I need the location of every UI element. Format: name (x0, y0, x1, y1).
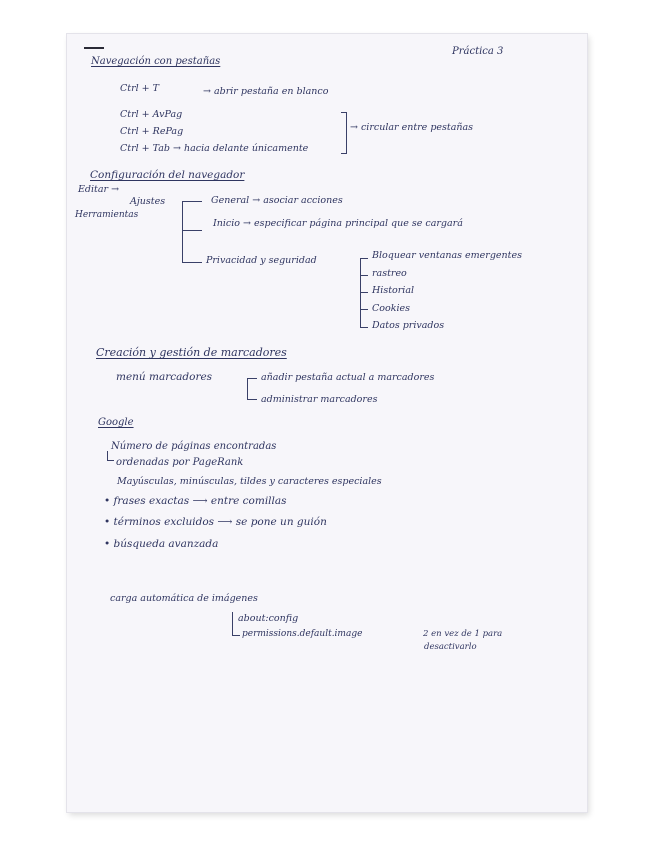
google-branch (107, 460, 114, 461)
bookmarks-branch (247, 399, 257, 400)
privacidad-item: Privacidad y seguridad (206, 255, 317, 266)
google-bullet: • términos excluidos ⟶ se pone un guión (104, 516, 327, 528)
bracket-line (346, 112, 347, 154)
section-title-bookmarks: Creación y gestión de marcadores (96, 346, 287, 359)
privacy-branch (360, 275, 368, 276)
config-branch (182, 201, 202, 202)
privacy-branch (360, 309, 368, 310)
about-config-text: about:config (238, 613, 299, 624)
ajustes-label: Ajustes (130, 196, 166, 207)
images-title: carga automática de imágenes (110, 593, 258, 604)
config-branch (182, 262, 202, 263)
privacy-branch (360, 258, 368, 259)
section-title-google: Google (98, 417, 134, 428)
privacy-item: Datos privados (372, 320, 445, 331)
open-blank-tab-text: → abrir pestaña en blanco (203, 86, 329, 97)
images-tree-line (232, 612, 233, 636)
manage-bookmarks-item: administrar marcadores (261, 394, 378, 405)
google-bullet: • frases exactas ⟶ entre comillas (104, 495, 287, 507)
config-branch (182, 230, 202, 231)
general-item: General → asociar acciones (211, 195, 343, 206)
editar-label: Editar → (78, 184, 120, 195)
section-title-config: Configuración del navegador (90, 169, 245, 181)
bookmarks-branch (247, 378, 257, 379)
bracket-top (341, 112, 347, 113)
privacy-tree-line (360, 258, 361, 328)
shortcut-ctrl-repag: Ctrl + RePag (120, 126, 184, 137)
bookmarks-tree-line (247, 378, 248, 400)
add-bookmark-item: añadir pestaña actual a marcadores (261, 372, 435, 383)
herramientas-label: Herramientas (75, 210, 139, 220)
ordered-text: ordenadas por PageRank (116, 457, 244, 468)
privacy-branch (360, 327, 368, 328)
privacy-item: Bloquear ventanas emergentes (372, 250, 522, 261)
circulate-tabs-text: → circular entre pestañas (350, 122, 474, 133)
privacy-item: Historial (372, 285, 415, 296)
margin-dash (84, 47, 104, 49)
images-branch (232, 635, 240, 636)
privacy-item: Cookies (372, 303, 410, 314)
note-line-1: 2 en vez de 1 para (423, 629, 503, 639)
pages-found-text: Número de páginas encontradas (111, 441, 277, 452)
shortcut-ctrl-t: Ctrl + T (120, 83, 160, 94)
section-title-tabs: Navegación con pestañas (91, 56, 221, 67)
practice-label: Práctica 3 (452, 46, 504, 57)
note-line-2: desactivarlo (424, 642, 477, 652)
shortcut-ctrl-tab: Ctrl + Tab → hacia delante únicamente (120, 143, 309, 154)
inicio-item: Inicio → especificar página principal que se cargará (213, 218, 463, 229)
google-bullet: • búsqueda avanzada (104, 538, 219, 550)
menu-marcadores: menú marcadores (116, 371, 213, 383)
shortcut-ctrl-avpag: Ctrl + AvPag (120, 109, 183, 120)
privacy-item: rastreo (372, 268, 407, 279)
permission-key-text: permissions.default.image (242, 629, 363, 639)
case-note-text: Mayúsculas, minúsculas, tildes y caracteres especiales (117, 476, 382, 487)
config-tree-line (182, 201, 183, 263)
bracket-bottom (341, 153, 347, 154)
privacy-branch (360, 292, 368, 293)
